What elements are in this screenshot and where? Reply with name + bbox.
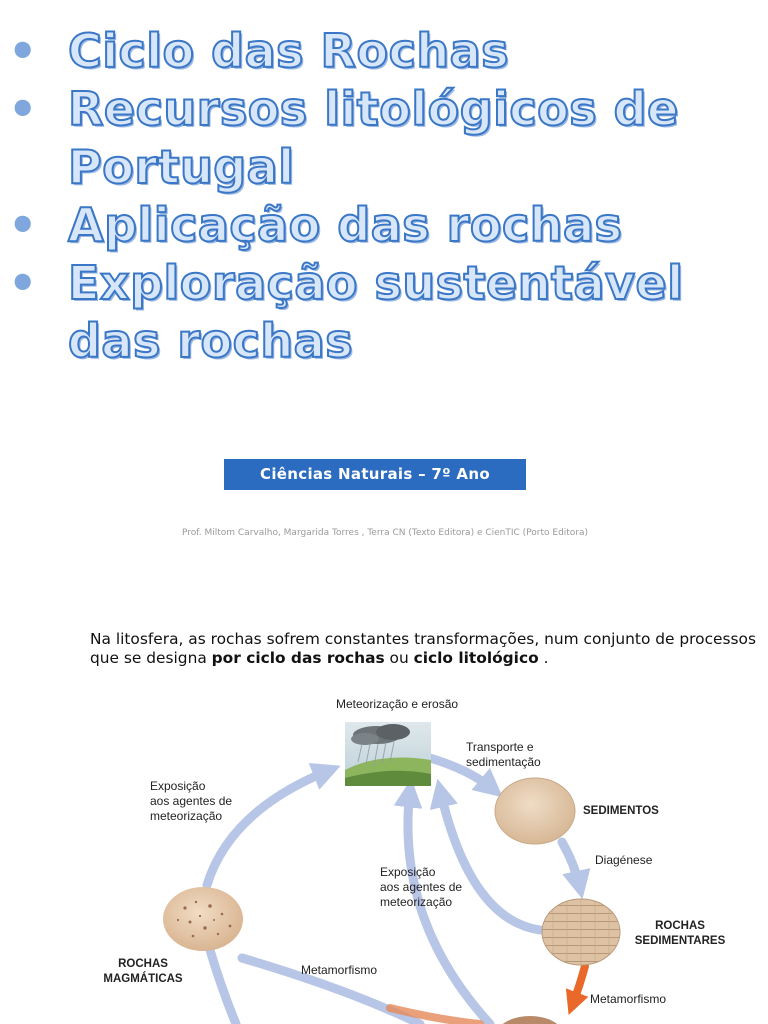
intro-text: . [538, 649, 549, 667]
topic-list [0, 22, 768, 370]
credits-text: Prof. Miltom Carvalho, Margarida Torres , Terra CN (Texto Editora) e CienTIC (Porto Editora) [181, 528, 589, 538]
subject-badge: Ciências Naturais – 7º Ano [224, 459, 526, 490]
intro-text: Na litosfera, as rochas sofrem constantes transformações, num conjunto de processos que se designa [90, 630, 756, 667]
topic-item [0, 312, 768, 370]
topic-text: Ciclo das Rochas [68, 24, 510, 78]
arrow-metamorphism-right [572, 966, 585, 1006]
weathering-erosion-image [345, 722, 431, 786]
metamorphic-rocks-disc [496, 1016, 564, 1024]
label-transport-sedimentation: Transporte e sedimentação [466, 740, 541, 769]
label-magmatic-rocks: ROCHAS MAGMÁTICAS [103, 958, 183, 985]
topic-item [0, 22, 768, 80]
topic-item [0, 138, 768, 196]
bullet-icon: • [8, 82, 38, 136]
topic-text: Exploração sustentável [68, 256, 684, 310]
intro-text: ou [384, 649, 414, 667]
label-exposure-left: Exposição aos agentes de meteorização [150, 779, 233, 823]
sediments-disc [495, 778, 575, 844]
topic-text: Recursos litológicos de [68, 82, 679, 136]
bullet-icon: • [8, 24, 38, 78]
arrow-left-down [210, 950, 236, 1024]
sedimentary-rocks-disc [542, 899, 620, 965]
topic-text: Aplicação das rochas [68, 198, 623, 252]
bullet-icon: • [8, 256, 38, 310]
label-sediments: SEDIMENTOS [583, 805, 659, 817]
intro-bold-term: ciclo litológico [413, 649, 539, 667]
intro-paragraph [90, 630, 760, 668]
label-weathering-erosion: Meteorização e erosão [336, 697, 459, 711]
topic-item [0, 254, 768, 312]
label-metamorphism-left: Metamorfismo [301, 963, 378, 977]
topic-text: das rochas [68, 314, 354, 368]
label-exposure-center: Exposição aos agentes de meteorização [380, 865, 463, 909]
bullet-icon: • [8, 198, 38, 252]
label-sedimentary-rocks: ROCHAS SEDIMENTARES [634, 920, 726, 947]
label-diagenesis: Diagénese [595, 853, 653, 867]
topic-text: Portugal [68, 140, 295, 194]
intro-bold-term: por ciclo das rochas [211, 649, 385, 667]
label-metamorphism-right: Metamorfismo [590, 992, 667, 1006]
arrow-diagenesis [562, 842, 580, 888]
topic-item [0, 80, 768, 138]
topic-item [0, 196, 768, 254]
magmatic-rocks-disc [163, 887, 243, 951]
